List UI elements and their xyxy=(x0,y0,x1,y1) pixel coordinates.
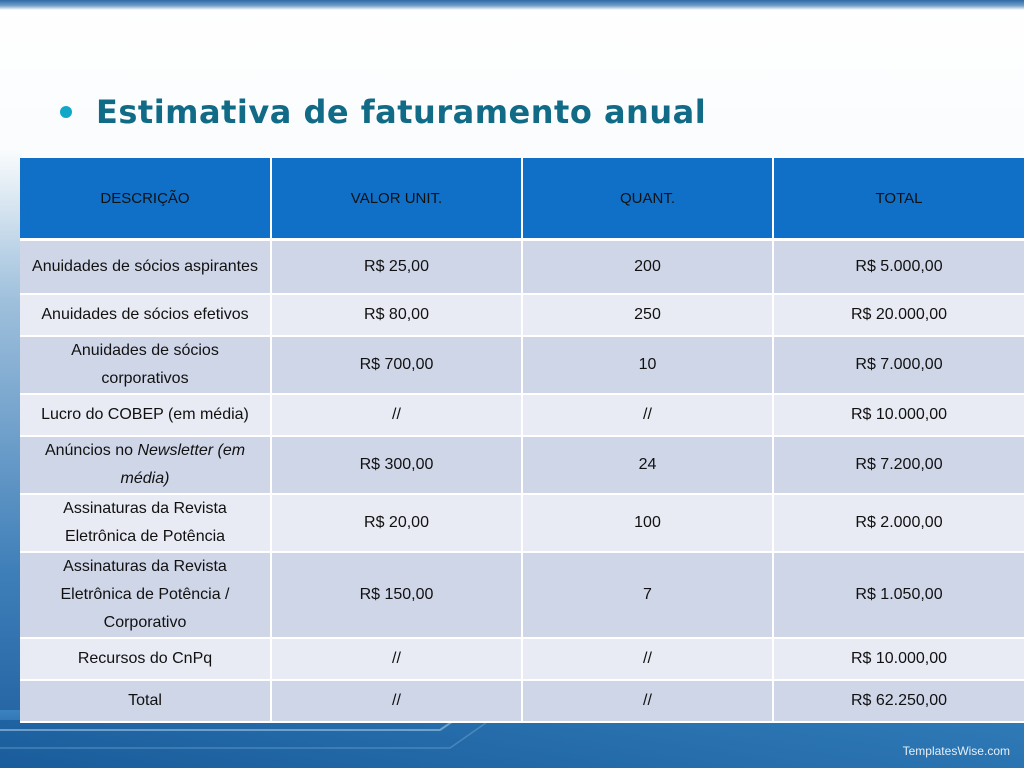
description-italic: Newsletter (em média) xyxy=(120,442,246,487)
cell-total: R$ 2.000,00 xyxy=(773,494,1024,552)
cell-unit-value: // xyxy=(271,394,522,436)
cell-description: Assinaturas da Revista Eletrônica de Potência xyxy=(20,494,271,552)
table-row xyxy=(20,638,1024,680)
cell-total: R$ 20.000,00 xyxy=(773,294,1024,336)
header-unit-value: VALOR UNIT. xyxy=(271,158,522,240)
table-row xyxy=(20,240,1024,295)
description-prefix: Anúncios no xyxy=(44,442,138,459)
cell-quantity: 24 xyxy=(522,436,773,494)
cell-quantity: 200 xyxy=(522,240,773,295)
cell-description: Total xyxy=(20,680,271,722)
cell-quantity: 250 xyxy=(522,294,773,336)
cell-unit-value: R$ 700,00 xyxy=(271,336,522,394)
cell-description: Recursos do CnPq xyxy=(20,638,271,680)
cell-total: R$ 5.000,00 xyxy=(773,240,1024,295)
table-row xyxy=(20,494,1024,552)
header-description: DESCRIÇÃO xyxy=(20,158,271,240)
cell-quantity: 10 xyxy=(522,336,773,394)
top-decorative-bar xyxy=(0,0,1024,10)
cell-description xyxy=(20,436,271,494)
left-decorative-strip xyxy=(0,150,22,750)
cell-quantity: 100 xyxy=(522,494,773,552)
header-quantity: QUANT. xyxy=(522,158,773,240)
cell-total: R$ 62.250,00 xyxy=(773,680,1024,722)
revenue-estimate-table xyxy=(20,158,1024,723)
cell-quantity: // xyxy=(522,394,773,436)
table-row xyxy=(20,436,1024,494)
header-total: TOTAL xyxy=(773,158,1024,240)
cell-total: R$ 7.200,00 xyxy=(773,436,1024,494)
cell-unit-value: R$ 20,00 xyxy=(271,494,522,552)
table-row xyxy=(20,680,1024,722)
watermark: TemplatesWise.com xyxy=(902,744,1010,758)
slide-heading xyxy=(60,90,706,134)
table-row xyxy=(20,552,1024,638)
cell-description: Anuidades de sócios corporativos xyxy=(20,336,271,394)
cell-unit-value: // xyxy=(271,638,522,680)
cell-total: R$ 10.000,00 xyxy=(773,638,1024,680)
table-row xyxy=(20,336,1024,394)
cell-unit-value: R$ 25,00 xyxy=(271,240,522,295)
cell-description: Anuidades de sócios efetivos xyxy=(20,294,271,336)
cell-unit-value: R$ 80,00 xyxy=(271,294,522,336)
table-row xyxy=(20,294,1024,336)
cell-description: Assinaturas da Revista Eletrônica de Potência / Corporativo xyxy=(20,552,271,638)
cell-quantity: // xyxy=(522,638,773,680)
bullet-dot-icon xyxy=(60,106,72,118)
cell-unit-value: R$ 300,00 xyxy=(271,436,522,494)
cell-total: R$ 10.000,00 xyxy=(773,394,1024,436)
cell-quantity: // xyxy=(522,680,773,722)
cell-unit-value: R$ 150,00 xyxy=(271,552,522,638)
cell-total: R$ 7.000,00 xyxy=(773,336,1024,394)
table-header-row xyxy=(20,158,1024,240)
cell-description: Lucro do COBEP (em média) xyxy=(20,394,271,436)
table-row xyxy=(20,394,1024,436)
cell-unit-value: // xyxy=(271,680,522,722)
cell-total: R$ 1.050,00 xyxy=(773,552,1024,638)
slide-title: Estimativa de faturamento anual xyxy=(96,93,707,131)
cell-description: Anuidades de sócios aspirantes xyxy=(20,240,271,295)
cell-quantity: 7 xyxy=(522,552,773,638)
